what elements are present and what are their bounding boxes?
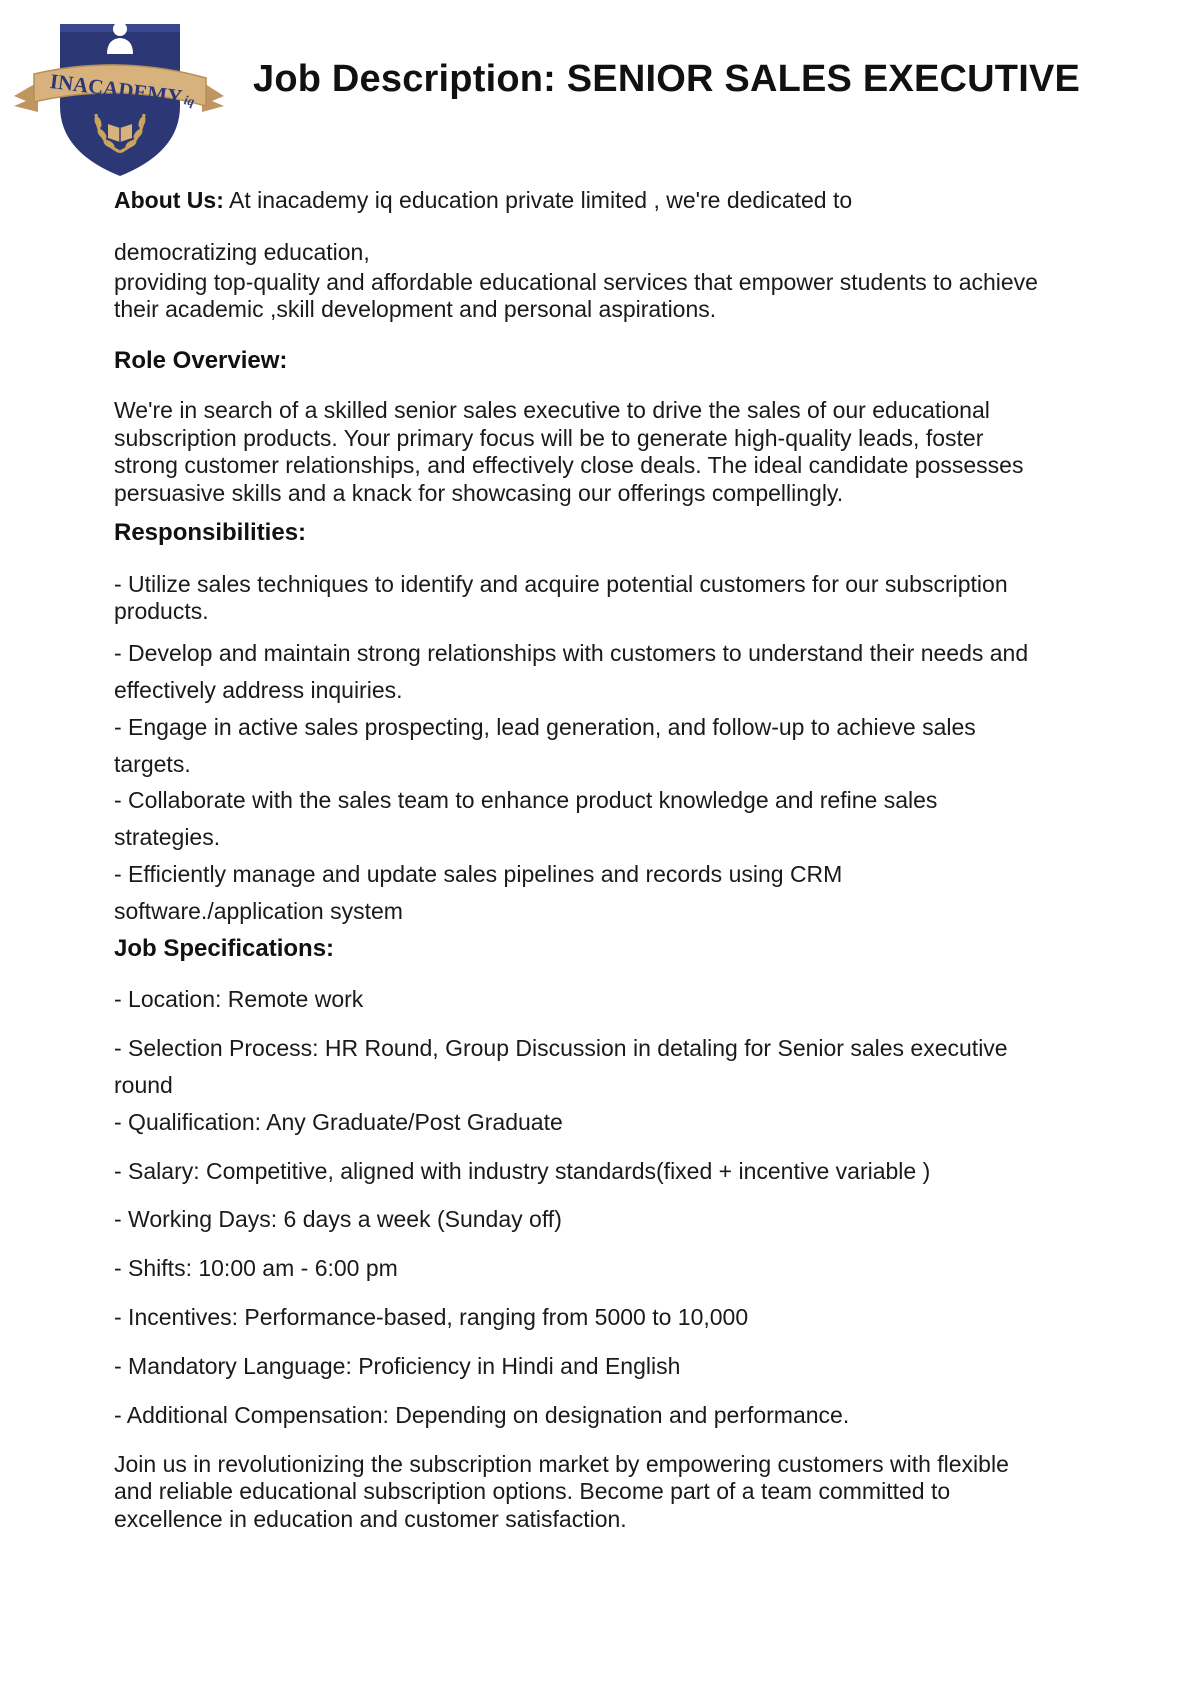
job-specifications-heading: Job Specifications: (114, 935, 335, 962)
role-line: We're in search of a skilled senior sales executive to drive the sales of our educational (114, 397, 990, 423)
about-label: About Us: (114, 187, 224, 213)
closing-line: Join us in revolutionizing the subscription market by empowering customers with flexible (114, 1451, 1009, 1477)
spec-line-working-days: - Working Days: 6 days a week (Sunday off) (114, 1206, 562, 1232)
responsibility-line: - Develop and maintain strong relationships with customers to understand their needs and (114, 640, 1029, 666)
responsibility-line: - Engage in active sales prospecting, lead generation, and follow-up to achieve sales (114, 714, 976, 740)
role-line: persuasive skills and a knack for showcasing our offerings compellingly. (114, 480, 844, 506)
responsibility-line: products. (114, 598, 209, 624)
spec-line-location: - Location: Remote work (114, 986, 364, 1012)
role-overview-heading: Role Overview: (114, 347, 288, 374)
spec-line-language: - Mandatory Language: Proficiency in Hindi and English (114, 1353, 681, 1379)
responsibilities-heading: Responsibilities: (114, 519, 307, 546)
closing-line: and reliable educational subscription options. Become part of a team committed to (114, 1478, 951, 1504)
role-line: strong customer relationships, and effectively close deals. The ideal candidate possesses (114, 452, 1024, 478)
logo-text: INACADEMY (48, 68, 184, 110)
responsibility-line: effectively address inquiries. (114, 677, 403, 703)
about-line-4: their academic ,skill development and personal aspirations. (114, 296, 717, 322)
spec-line-salary: - Salary: Competitive, aligned with industry standards(fixed + incentive variable ) (114, 1158, 931, 1184)
responsibility-line: strategies. (114, 824, 221, 850)
role-line: subscription products. Your primary focus will be to generate high-quality leads, foster (114, 425, 984, 451)
logo-suffix: iq (182, 92, 196, 109)
responsibility-line: targets. (114, 751, 191, 777)
about-paragraph-line (114, 186, 852, 214)
responsibility-line: software./application system (114, 898, 403, 924)
spec-line-selection-cont: round (114, 1072, 173, 1098)
spec-line-shifts: - Shifts: 10:00 am - 6:00 pm (114, 1255, 398, 1281)
about-line-2: democratizing education, (114, 239, 370, 265)
page-title: Job Description: SENIOR SALES EXECUTIVE (253, 58, 1081, 100)
about-text: At inacademy iq education private limited , we're dedicated to (223, 187, 853, 213)
responsibility-line: - Efficiently manage and update sales pipelines and records using CRM (114, 861, 843, 887)
spec-line-incentives: - Incentives: Performance-based, ranging from 5000 to 10,000 (114, 1304, 749, 1330)
spec-line-selection: - Selection Process: HR Round, Group Discussion in detaling for Senior sales executive (114, 1035, 1008, 1061)
spec-line-qualification: - Qualification: Any Graduate/Post Graduate (114, 1109, 563, 1135)
closing-line: excellence in education and customer satisfaction. (114, 1506, 627, 1532)
inacademy-logo (8, 2, 230, 182)
spec-line-compensation: - Additional Compensation: Depending on designation and performance. (114, 1402, 850, 1428)
responsibility-line: - Utilize sales techniques to identify and acquire potential customers for our subscription (114, 571, 1008, 597)
about-line-3: providing top-quality and affordable educational services that empower students to achieve (114, 269, 1038, 295)
responsibility-line: - Collaborate with the sales team to enhance product knowledge and refine sales (114, 787, 938, 813)
